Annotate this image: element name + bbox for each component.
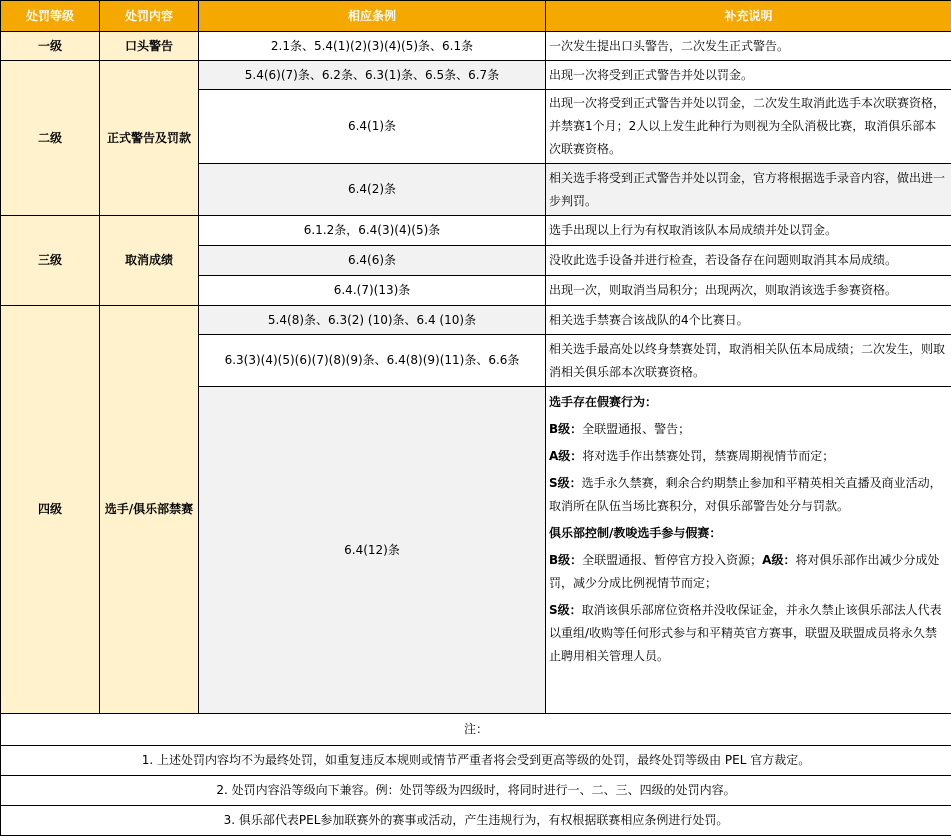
article-cell: 6.4.(7)(13)条 [199,276,546,306]
note-item: 1. 上述处罚内容均不为最终处罚，如重复违反本规则或情节严重者将会受到更高等级的处罚，最终处罚等级由 PEL 官方裁定。 [1,746,951,776]
content-cell: 取消成绩 [100,216,199,306]
article-cell: 6.4(2)条 [199,164,546,216]
detail-item [549,599,947,668]
content-cell: 选手/俱乐部禁赛 [100,306,199,714]
grade-text: 将对选手作出禁赛处罚，禁赛周期视情节而定； [582,449,835,463]
note-cell: 选手出现以上行为有权取消该队本局成绩并处以罚金。 [546,216,951,246]
content-cell: 正式警告及罚款 [100,61,199,216]
grade-label: A级： [762,553,796,567]
detail-item [549,418,947,441]
grade-text: 选手永久禁赛，剩余合约期禁止参加和平精英相关直播及商业活动，取消所在队伍当场比赛积分，对俱乐部警告处分与罚款。 [549,476,942,513]
table-row [1,306,951,335]
level-cell: 一级 [1,32,100,61]
notes-title-row [1,714,951,746]
notes-row [1,806,951,836]
grade-text: 全联盟通报、警告； [582,422,691,436]
header-row [1,1,951,32]
grade-text: 全联盟通报、暂停官方投入资源； [582,553,763,567]
level-cell: 二级 [1,61,100,216]
note-cell: 没收此选手设备并进行检查，若设备存在问题则取消其本局成绩。 [546,246,951,276]
detail-heading-club: 俱乐部控制/教唆选手参与假赛： [549,526,722,540]
grade-text: 将对俱乐部作出减少分成处罚，减少分成比例视情节而定； [549,553,940,590]
detail-item [549,472,947,518]
note-cell: 相关选手最高处以终身禁赛处罚，取消相关队伍本局成绩；二次发生，则取消相关俱乐部本次联赛资格。 [546,335,951,387]
table-row [1,216,951,246]
notes-row [1,746,951,776]
note-cell: 一次发生提出口头警告，二次发生正式警告。 [546,32,951,61]
article-cell: 6.4(6)条 [199,246,546,276]
table-row [1,32,951,61]
notes-row [1,776,951,806]
article-cell: 6.4(12)条 [199,387,546,714]
detail-item [549,549,947,595]
article-cell: 5.4(6)(7)条、6.2条、6.3(1)条、6.5条、6.7条 [199,61,546,90]
article-cell: 6.1.2条，6.4(3)(4)(5)条 [199,216,546,246]
grade-text: 取消该俱乐部席位资格并没收保证金，并永久禁止该俱乐部法人代表以重组/收购等任何形式参与和平精英官方赛事，联盟及联盟成员将永久禁止聘用相关管理人员。 [549,603,942,663]
article-cell: 2.1条、5.4(1)(2)(3)(4)(5)条、6.1条 [199,32,546,61]
note-cell: 出现一次，则取消当局积分；出现两次，则取消该选手参赛资格。 [546,276,951,306]
note-cell-detail [546,387,951,714]
detail-item [549,445,947,468]
note-item: 3. 俱乐部代表PEL参加联赛外的赛事或活动，产生违规行为，有权根据联赛相应条例进行处罚。 [1,806,951,836]
note-cell: 出现一次将受到正式警告并处以罚金，二次发生取消此选手本次联赛资格，并禁赛1个月；2人以上发生此种行为则视为全队消极比赛，取消俱乐部本次联赛资格。 [546,90,951,164]
content-cell: 口头警告 [100,32,199,61]
grade-label: S级： [549,476,582,490]
table-row [1,61,951,90]
grade-label: B级： [549,553,583,567]
note-item: 2. 处罚内容沿等级向下兼容。例：处罚等级为四级时，将同时进行一、二、三、四级的处罚内容。 [1,776,951,806]
grade-label: A级： [549,449,583,463]
header-article: 相应条例 [199,1,546,32]
header-note: 补充说明 [546,1,951,32]
article-cell: 5.4(8)条、6.3(2) (10)条、6.4 (10)条 [199,306,546,335]
note-cell: 相关选手禁赛合该战队的4个比赛日。 [546,306,951,335]
header-content: 处罚内容 [100,1,199,32]
header-level: 处罚等级 [1,1,100,32]
article-cell: 6.4(1)条 [199,90,546,164]
article-cell: 6.3(3)(4)(5)(6)(7)(8)(9)条、6.4(8)(9)(11)条、6.6条 [199,335,546,387]
level-cell: 四级 [1,306,100,714]
grade-label: B级： [549,422,583,436]
notes-title: 注： [1,714,951,746]
detail-heading-player: 选手存在假赛行为： [549,395,658,409]
grade-label: S级： [549,603,582,617]
note-cell: 相关选手将受到正式警告并处以罚金，官方将根据选手录音内容，做出进一步判罚。 [546,164,951,216]
level-cell: 三级 [1,216,100,306]
note-cell: 出现一次将受到正式警告并处以罚金。 [546,61,951,90]
